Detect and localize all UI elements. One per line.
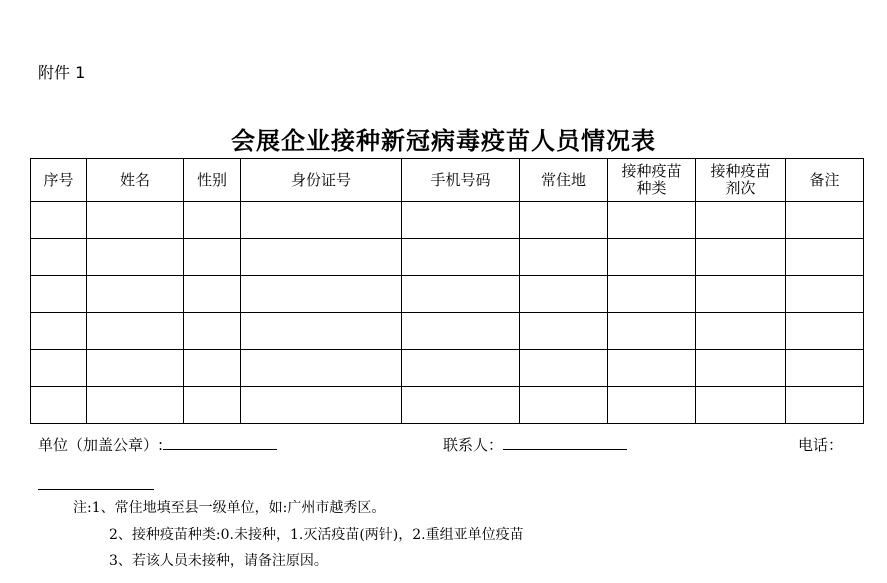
table-cell[interactable] bbox=[608, 350, 696, 387]
column-header-label: 接种疫苗 bbox=[710, 162, 771, 180]
table-cell[interactable] bbox=[402, 350, 520, 387]
table-cell[interactable] bbox=[402, 387, 520, 424]
table-cell[interactable] bbox=[402, 313, 520, 350]
table-cell[interactable] bbox=[31, 387, 87, 424]
table-cell[interactable] bbox=[520, 276, 608, 313]
table-cell[interactable] bbox=[402, 202, 520, 239]
table-cell[interactable] bbox=[241, 276, 402, 313]
table-cell[interactable] bbox=[402, 276, 520, 313]
column-header bbox=[608, 159, 696, 202]
column-header-label: 序号 bbox=[43, 170, 74, 189]
table-cell[interactable] bbox=[184, 313, 241, 350]
table-cell[interactable] bbox=[241, 202, 402, 239]
table-cell[interactable] bbox=[696, 239, 786, 276]
column-header bbox=[520, 159, 608, 202]
column-header bbox=[87, 159, 184, 202]
table-cell[interactable] bbox=[31, 202, 87, 239]
table-cell[interactable] bbox=[184, 239, 241, 276]
table-row bbox=[31, 239, 864, 276]
column-header bbox=[696, 159, 786, 202]
table-cell[interactable] bbox=[696, 350, 786, 387]
table-cell[interactable] bbox=[184, 387, 241, 424]
table-row bbox=[31, 313, 864, 350]
table-cell[interactable] bbox=[184, 350, 241, 387]
unit-stamp-field bbox=[38, 434, 277, 455]
table-cell[interactable] bbox=[87, 350, 184, 387]
column-header-label: 身份证号 bbox=[290, 170, 351, 189]
phone-label: 电话： bbox=[798, 436, 844, 454]
table-cell[interactable] bbox=[87, 239, 184, 276]
table-cell[interactable] bbox=[608, 202, 696, 239]
table-cell[interactable] bbox=[696, 387, 786, 424]
table-cell[interactable] bbox=[31, 313, 87, 350]
vaccination-table bbox=[30, 158, 864, 424]
table-cell[interactable] bbox=[520, 239, 608, 276]
table-cell[interactable] bbox=[520, 313, 608, 350]
table-row bbox=[31, 202, 864, 239]
table-cell[interactable] bbox=[241, 313, 402, 350]
table-cell[interactable] bbox=[520, 202, 608, 239]
table-cell[interactable] bbox=[786, 276, 864, 313]
table-cell[interactable] bbox=[696, 313, 786, 350]
table-cell[interactable] bbox=[241, 387, 402, 424]
column-header-label: 备注 bbox=[809, 170, 840, 189]
table-cell[interactable] bbox=[520, 387, 608, 424]
phone-field bbox=[798, 434, 843, 455]
table-cell[interactable] bbox=[786, 313, 864, 350]
column-header bbox=[241, 159, 402, 202]
note-line-3: 3、若该人员未接种，请备注原因。 bbox=[109, 553, 328, 569]
note-line-2: 2、接种疫苗种类:0.未接种，1.灭活疫苗(两针)，2.重组亚单位疫苗 bbox=[109, 527, 524, 543]
table-cell[interactable] bbox=[31, 239, 87, 276]
contact-blank-line[interactable] bbox=[503, 435, 627, 450]
column-header bbox=[184, 159, 241, 202]
table-body bbox=[31, 202, 864, 424]
table-header-row bbox=[31, 159, 864, 202]
table-cell[interactable] bbox=[696, 202, 786, 239]
table-cell[interactable] bbox=[786, 350, 864, 387]
table-cell[interactable] bbox=[608, 239, 696, 276]
table-cell[interactable] bbox=[608, 387, 696, 424]
table-cell[interactable] bbox=[520, 350, 608, 387]
table-cell[interactable] bbox=[87, 276, 184, 313]
table-cell[interactable] bbox=[184, 276, 241, 313]
form-title: 会展企业接种新冠病毒疫苗人员情况表 bbox=[231, 127, 656, 155]
table-cell[interactable] bbox=[241, 239, 402, 276]
table-cell[interactable] bbox=[608, 276, 696, 313]
unit-label: 单位（加盖公章）: bbox=[38, 436, 164, 454]
column-header bbox=[31, 159, 87, 202]
column-header-label: 常住地 bbox=[540, 170, 586, 189]
phone-blank-line[interactable] bbox=[38, 488, 154, 490]
column-header bbox=[786, 159, 864, 202]
column-header-label: 手机号码 bbox=[430, 170, 491, 189]
table-row bbox=[31, 387, 864, 424]
contact-person-field bbox=[443, 434, 627, 455]
table-cell[interactable] bbox=[786, 202, 864, 239]
column-header-label-line2: 剂次 bbox=[725, 179, 756, 197]
column-header-label: 接种疫苗 bbox=[621, 162, 682, 180]
table-cell[interactable] bbox=[87, 202, 184, 239]
table-row bbox=[31, 350, 864, 387]
table-cell[interactable] bbox=[786, 387, 864, 424]
note-line-1: 注:1、常住地填至县一级单位，如:广州市越秀区。 bbox=[73, 500, 386, 516]
attachment-label: 附件 1 bbox=[38, 63, 86, 82]
table-cell[interactable] bbox=[87, 313, 184, 350]
unit-blank-line[interactable] bbox=[163, 435, 277, 450]
column-header-label: 姓名 bbox=[119, 170, 150, 189]
table-cell[interactable] bbox=[31, 350, 87, 387]
column-header-label: 性别 bbox=[196, 170, 227, 189]
table-cell[interactable] bbox=[31, 276, 87, 313]
table-cell[interactable] bbox=[696, 276, 786, 313]
table-cell[interactable] bbox=[87, 387, 184, 424]
table-cell[interactable] bbox=[608, 313, 696, 350]
table-cell[interactable] bbox=[402, 239, 520, 276]
column-header-label-line2: 种类 bbox=[636, 179, 667, 197]
table-cell[interactable] bbox=[184, 202, 241, 239]
table-row bbox=[31, 276, 864, 313]
table-cell[interactable] bbox=[241, 350, 402, 387]
table-cell[interactable] bbox=[786, 239, 864, 276]
column-header bbox=[402, 159, 520, 202]
contact-label: 联系人： bbox=[443, 436, 504, 454]
